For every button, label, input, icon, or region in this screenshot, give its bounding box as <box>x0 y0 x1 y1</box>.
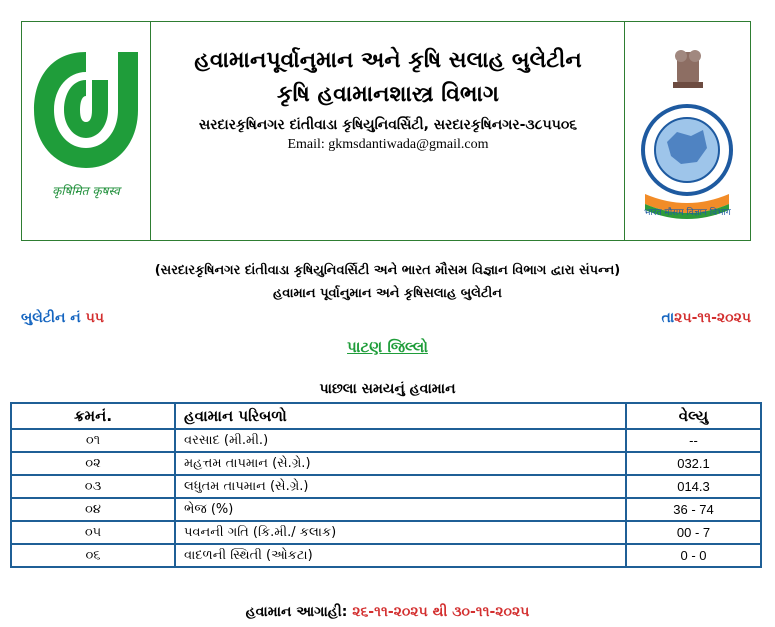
forecast-label: હવામાન આગાહી: <box>245 604 348 620</box>
email-text: Email: gkmsdantiwada@gmail.com <box>287 137 489 152</box>
table-row <box>11 498 761 521</box>
column-header: ક્રમનં. <box>11 403 175 429</box>
bulletin-number <box>21 310 104 326</box>
bulletin-number-label: બુલેટીન નં <box>21 310 81 326</box>
row-value: 36 - 74 <box>626 498 761 521</box>
row-number: ૦૨ <box>11 452 175 475</box>
imd-emblem-cell <box>624 22 750 240</box>
row-value: 014.3 <box>626 475 761 498</box>
collaboration-line: (સરદારકૃષિનગર દાંતીવાડા કૃષિયુનિવર્સિટી અને ભારત મૌસમ વિજ્ઞાન વિભાગ દ્વારા સંપન્ન) <box>154 263 621 278</box>
district-title: પાટણ જિલ્લો <box>347 338 428 356</box>
header-box <box>21 21 751 241</box>
row-parameter: પવનની ગતિ (કિ.મી./ કલાક) <box>175 521 626 544</box>
row-number: ૦૫ <box>11 521 175 544</box>
table-row <box>11 452 761 475</box>
row-number: ૦૩ <box>11 475 175 498</box>
table-row <box>11 475 761 498</box>
past-weather-heading: પાછલા સમયનું હવામાન <box>319 381 456 397</box>
imd-emblem-icon <box>625 22 750 222</box>
row-value: 032.1 <box>626 452 761 475</box>
university-logo-cell <box>22 22 151 240</box>
row-number: ૦૬ <box>11 544 175 567</box>
past-weather-table <box>10 402 762 568</box>
table-row <box>11 544 761 567</box>
department-title: કૃષિ હવામાનશાસ્ત્ર વિભાગ <box>277 82 499 107</box>
forecast-range: ૨૬-૧૧-૨૦૨૫ થી ૩૦-૧૧-૨૦૨૫ <box>352 604 530 620</box>
logo-caption: कृषिमित कृषस्व <box>52 184 120 198</box>
row-value: 00 - 7 <box>626 521 761 544</box>
row-value: -- <box>626 429 761 452</box>
row-parameter: લધુતમ તાપમાન (સે.ગ્રે.) <box>175 475 626 498</box>
emblem-caption: भारत मौसम विज्ञान विभाग <box>644 208 731 218</box>
row-value: 0 - 0 <box>626 544 761 567</box>
bulletin-date-value: ૨૫-૧૧-૨૦૨૫ <box>674 310 751 326</box>
table-row <box>11 521 761 544</box>
table-row <box>11 429 761 452</box>
bulletin-subtitle: હવામાન પૂર્વાનુમાન અને કૃષિસલાહ બુલેટીન <box>273 286 502 301</box>
table-header-row <box>11 403 761 429</box>
row-parameter: વાદળની સ્થિતી (ઓકટા) <box>175 544 626 567</box>
row-parameter: વરસાદ (મી.મી.) <box>175 429 626 452</box>
bulletin-date-label: તા <box>661 310 675 326</box>
row-number: ૦૪ <box>11 498 175 521</box>
column-header: હવામાન પરિબળો <box>175 403 626 429</box>
bulletin-title: હવામાનપૂર્વાનુમાન અને કૃષિ સલાહ બુલેટીન <box>194 48 582 73</box>
bulletin-number-value: ૫૫ <box>85 310 104 326</box>
university-logo-icon <box>22 22 150 182</box>
address-text: સરદારકૃષિનગર દાંતીવાડા કૃષિયુનિવર્સિટી, સરદારકૃષિનગર-૩૮૫૫૦૬ <box>198 117 578 133</box>
bulletin-date <box>661 310 751 326</box>
column-header: વેલ્યુ <box>626 403 761 429</box>
row-parameter: મહત્તમ તાપમાન (સે.ગ્રે.) <box>175 452 626 475</box>
row-number: ૦૧ <box>11 429 175 452</box>
row-parameter: ભેજ (%) <box>175 498 626 521</box>
forecast-line <box>0 604 775 620</box>
title-cell <box>151 22 625 240</box>
